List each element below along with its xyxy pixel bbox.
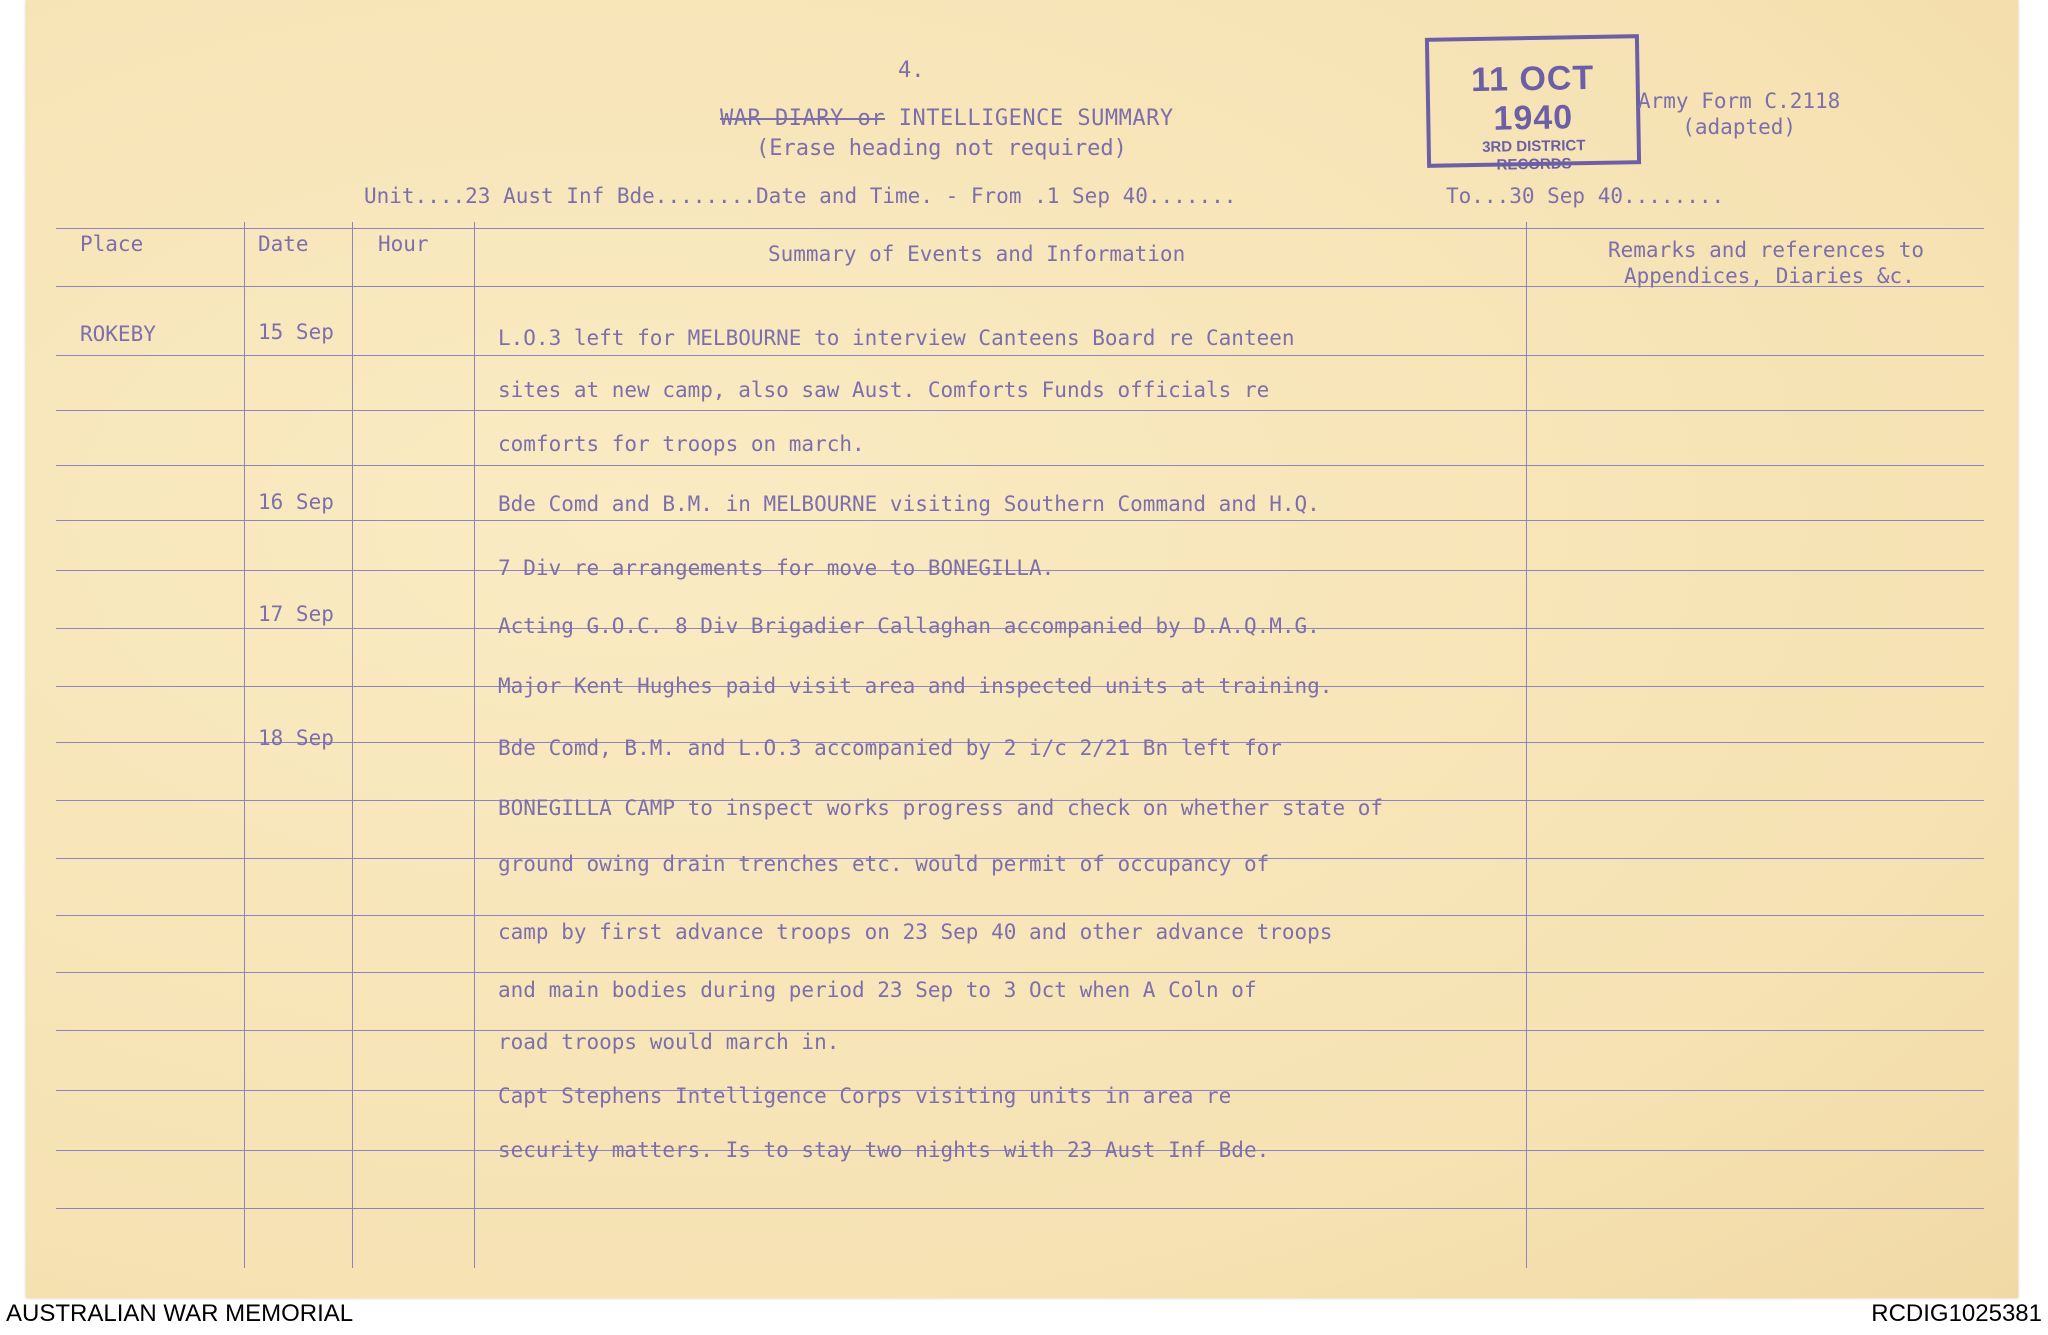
column-divider (244, 222, 245, 1268)
summary-line: Bde Comd and B.M. in MELBOURNE visiting Southern Command and H.Q. (498, 492, 1320, 516)
unit-value: 23 Aust Inf Bde........ (465, 184, 756, 208)
ruled-line (56, 915, 1984, 916)
date-time-label: Date and Time. - From . (755, 184, 1047, 208)
date-cell: 15 Sep (258, 320, 334, 344)
stamp-line-1: 3RD DISTRICT (1481, 137, 1586, 156)
date-cell: 18 Sep (258, 726, 334, 750)
place-cell: ROKEBY (80, 322, 156, 346)
summary-line: security matters. Is to stay two nights with 23 Aust Inf Bde. (498, 1138, 1270, 1162)
column-divider (1526, 222, 1527, 1268)
summary-line: Capt Stephens Intelligence Corps visiting units in area re (498, 1084, 1232, 1108)
to-value: 30 Sep 40........ (1509, 184, 1725, 208)
ruled-line (56, 1030, 1984, 1031)
summary-line: Bde Comd, B.M. and L.O.3 accompanied by 2 i/c 2/21 Bn left for (498, 736, 1282, 760)
summary-line: sites at new camp, also saw Aust. Comforts Funds officials re (498, 378, 1270, 402)
archive-credit: AUSTRALIAN WAR MEMORIAL (6, 1300, 354, 1327)
column-divider (352, 222, 353, 1268)
column-header-date: Date (258, 232, 309, 256)
summary-line: ground owing drain trenches etc. would permit of occupancy of (498, 852, 1270, 876)
to-line (1446, 184, 1724, 208)
summary-line: BONEGILLA CAMP to inspect works progress and check on whether state of (498, 796, 1384, 820)
summary-line: 7 Div re arrangements for move to BONEGILLA. (498, 556, 1055, 580)
army-form-number: Army Form C.2118 (1638, 89, 1841, 113)
army-form-label (1638, 88, 1840, 140)
column-divider (474, 222, 475, 1268)
army-form-adapted: (adapted) (1682, 115, 1797, 139)
date-cell: 16 Sep (258, 490, 334, 514)
column-header-remarks-2: Appendices, Diaries &c. (1624, 264, 1915, 288)
summary-line: Major Kent Hughes paid visit area and inspected units at training. (498, 674, 1333, 698)
unit-line (364, 184, 1236, 208)
summary-line: and main bodies during period 23 Sep to 3 Oct when A Coln of (498, 978, 1257, 1002)
summary-line: comforts for troops on march. (498, 432, 865, 456)
column-header-remarks-1: Remarks and references to (1608, 238, 1925, 262)
form-subtitle: (Erase heading not required) (756, 136, 1127, 161)
summary-line: Acting G.O.C. 8 Div Brigadier Callaghan accompanied by D.A.Q.M.G. (498, 614, 1320, 638)
page-number: 4. (898, 58, 925, 83)
stamp-line-2: RECORDS (1496, 155, 1572, 174)
received-stamp (1425, 34, 1641, 174)
column-header-summary: Summary of Events and Information (768, 242, 1186, 266)
column-header-hour: Hour (378, 232, 429, 256)
ruled-line (56, 1208, 1984, 1209)
summary-line: road troops would march in. (498, 1030, 840, 1054)
ruled-line (56, 520, 1984, 521)
ruled-line (56, 228, 1984, 229)
struck-heading: WAR DIARY or (720, 106, 885, 131)
ruled-line (56, 465, 1984, 466)
summary-line: camp by first advance troops on 23 Sep 40 and other advance troops (498, 920, 1333, 944)
archive-reference: RCDIG1025381 (1871, 1300, 2042, 1327)
ruled-line (56, 410, 1984, 411)
ruled-line (56, 972, 1984, 973)
form-heading: INTELLIGENCE SUMMARY (898, 106, 1174, 131)
stamp-date: 11 OCT 1940 (1470, 58, 1595, 138)
column-header-place: Place (80, 232, 144, 256)
from-value: 1 Sep 40....... (1046, 184, 1237, 208)
form-title (720, 106, 1174, 131)
date-cell: 17 Sep (258, 602, 334, 626)
to-label: To... (1446, 184, 1510, 208)
ruled-line (56, 355, 1984, 356)
unit-label: Unit.... (364, 184, 466, 208)
summary-line: L.O.3 left for MELBOURNE to interview Canteens Board re Canteen (498, 326, 1295, 350)
